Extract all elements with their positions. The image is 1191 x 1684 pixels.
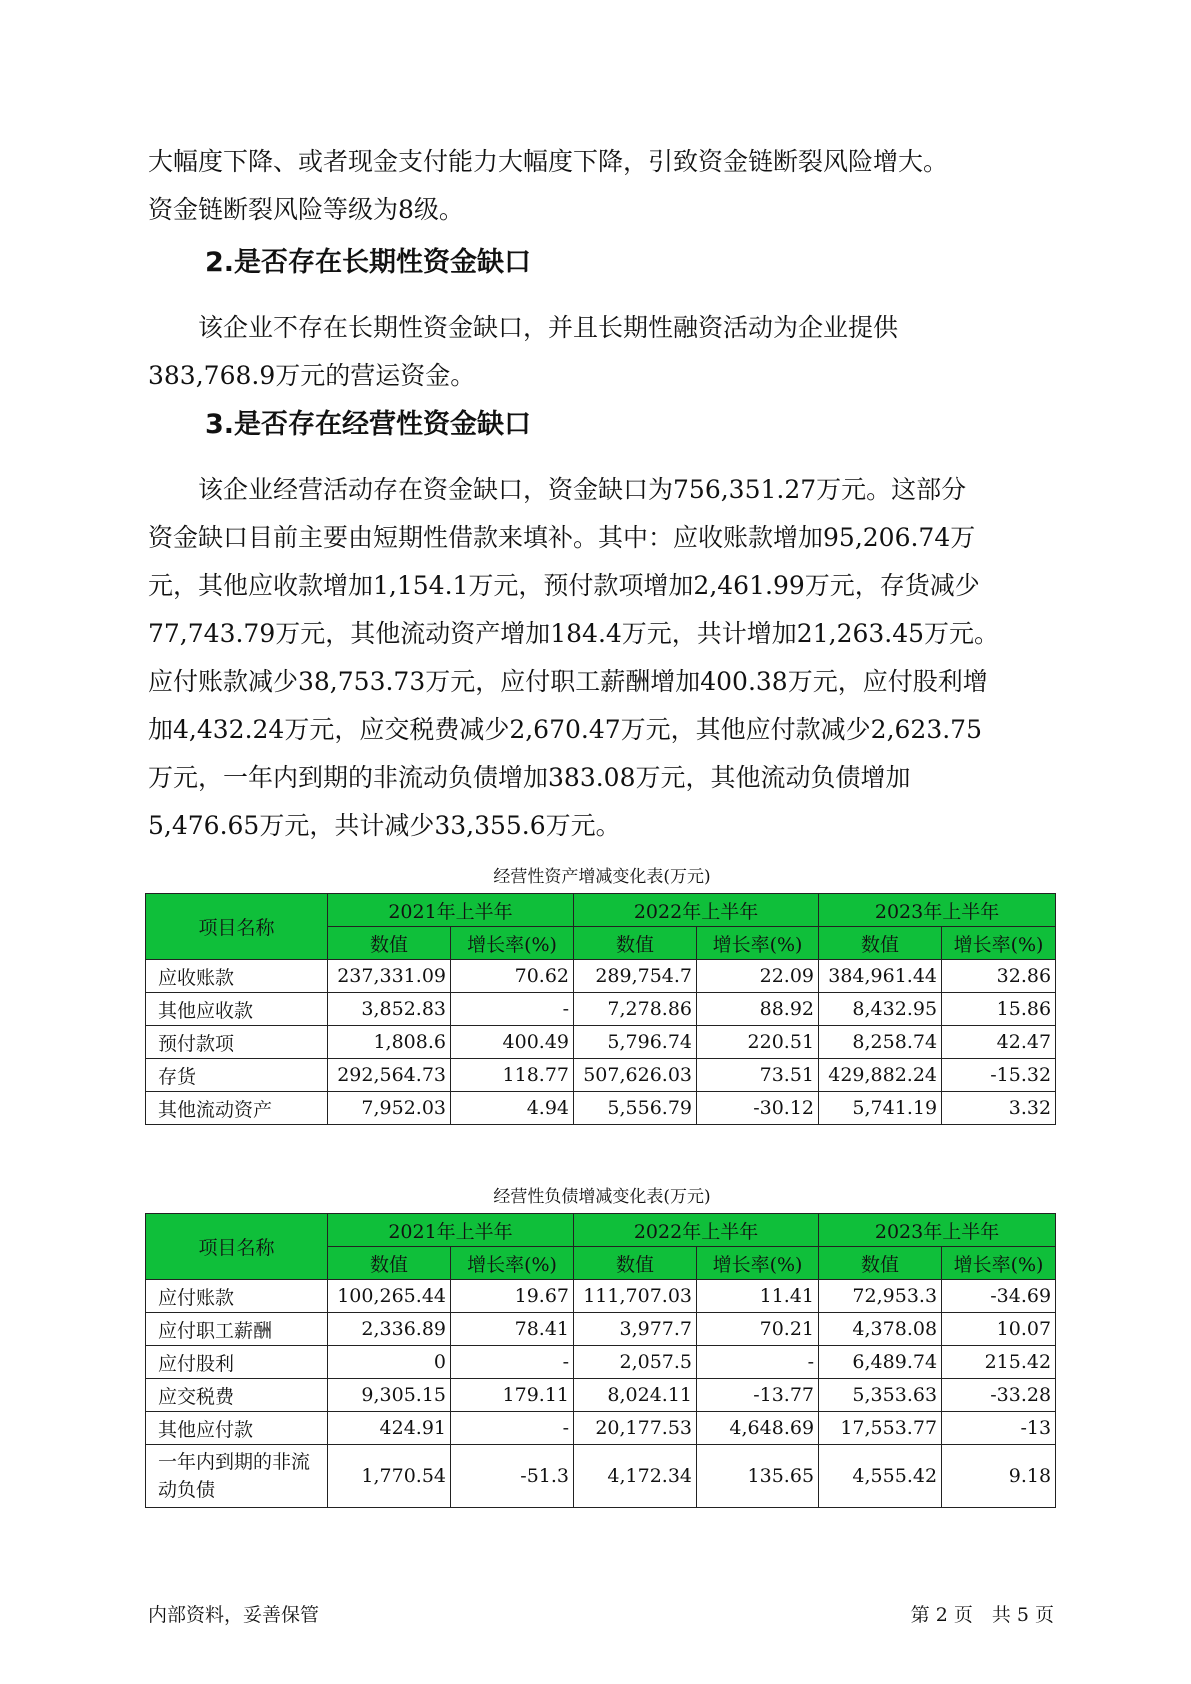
table-row bbox=[146, 1313, 1056, 1346]
header-rate: 增长率(%) bbox=[697, 927, 819, 960]
row-item-name: 存货 bbox=[146, 1059, 328, 1092]
row-item-name: 应付职工薪酬 bbox=[146, 1313, 328, 1346]
growth-rate-cell: 15.86 bbox=[942, 993, 1056, 1026]
value-cell: 1,770.54 bbox=[328, 1445, 451, 1508]
value-cell: 0 bbox=[328, 1346, 451, 1379]
text-line: 383,768.9万元的营运资金。 bbox=[148, 361, 476, 390]
header-value: 数值 bbox=[328, 927, 451, 960]
value-cell: 289,754.7 bbox=[574, 960, 697, 993]
row-item-name: 应交税费 bbox=[146, 1379, 328, 1412]
growth-rate-cell: 11.41 bbox=[697, 1280, 819, 1313]
growth-rate-cell: - bbox=[451, 1346, 574, 1379]
growth-rate-cell: 4,648.69 bbox=[697, 1412, 819, 1445]
header-period: 2021年上半年 bbox=[328, 1214, 574, 1247]
growth-rate-cell: -34.69 bbox=[942, 1280, 1056, 1313]
text-line: 77,743.79万元，其他流动资产增加184.4万元，共计增加21,263.45万元。 bbox=[148, 619, 1000, 648]
table-row bbox=[146, 1346, 1056, 1379]
header-period: 2022年上半年 bbox=[574, 1214, 819, 1247]
value-cell: 2,336.89 bbox=[328, 1313, 451, 1346]
table-row bbox=[146, 1092, 1056, 1125]
value-cell: 8,024.11 bbox=[574, 1379, 697, 1412]
header-item-name: 项目名称 bbox=[146, 894, 328, 960]
text-line: 应付账款减少38,753.73万元，应付职工薪酬增加400.38万元，应付股利增 bbox=[148, 667, 988, 696]
value-cell: 4,555.42 bbox=[819, 1445, 942, 1508]
value-cell: 9,305.15 bbox=[328, 1379, 451, 1412]
growth-rate-cell: - bbox=[697, 1346, 819, 1379]
growth-rate-cell: 118.77 bbox=[451, 1059, 574, 1092]
section-heading-long-term-gap: 2.是否存在长期性资金缺口 bbox=[205, 247, 532, 278]
row-item-name: 其他应付款 bbox=[146, 1412, 328, 1445]
growth-rate-cell: -33.28 bbox=[942, 1379, 1056, 1412]
growth-rate-cell: -13.77 bbox=[697, 1379, 819, 1412]
growth-rate-cell: 73.51 bbox=[697, 1059, 819, 1092]
value-cell: 6,489.74 bbox=[819, 1346, 942, 1379]
header-rate: 增长率(%) bbox=[697, 1247, 819, 1280]
header-period: 2023年上半年 bbox=[819, 894, 1056, 927]
table-row bbox=[146, 1412, 1056, 1445]
growth-rate-cell: 88.92 bbox=[697, 993, 819, 1026]
table-row bbox=[146, 1379, 1056, 1412]
header-rate: 增长率(%) bbox=[451, 927, 574, 960]
table-caption-assets: 经营性资产增减变化表(万元) bbox=[493, 867, 711, 887]
table-body bbox=[146, 960, 1056, 1125]
operating-assets-table bbox=[145, 893, 1056, 1125]
growth-rate-cell: -13 bbox=[942, 1412, 1056, 1445]
growth-rate-cell: 215.42 bbox=[942, 1346, 1056, 1379]
growth-rate-cell: 78.41 bbox=[451, 1313, 574, 1346]
paragraph-long-term-gap bbox=[148, 304, 1048, 400]
value-cell: 17,553.77 bbox=[819, 1412, 942, 1445]
growth-rate-cell: 135.65 bbox=[697, 1445, 819, 1508]
value-cell: 1,808.6 bbox=[328, 1026, 451, 1059]
growth-rate-cell: 3.32 bbox=[942, 1092, 1056, 1125]
text-line: 该企业经营活动存在资金缺口，资金缺口为756,351.27万元。这部分 bbox=[148, 475, 967, 504]
header-value: 数值 bbox=[574, 1247, 697, 1280]
header-rate: 增长率(%) bbox=[451, 1247, 574, 1280]
value-cell: 384,961.44 bbox=[819, 960, 942, 993]
text-line: 万元，一年内到期的非流动负债增加383.08万元，其他流动负债增加 bbox=[148, 763, 911, 792]
value-cell: 111,707.03 bbox=[574, 1280, 697, 1313]
growth-rate-cell: - bbox=[451, 1412, 574, 1445]
row-item-name-line: 一年内到期的非流 bbox=[158, 1451, 311, 1473]
value-cell: 3,977.7 bbox=[574, 1313, 697, 1346]
value-cell: 4,172.34 bbox=[574, 1445, 697, 1508]
table-row bbox=[146, 1026, 1056, 1059]
header-value: 数值 bbox=[574, 927, 697, 960]
text-line: 大幅度下降、或者现金支付能力大幅度下降，引致资金链断裂风险增大。 bbox=[148, 147, 949, 176]
footer-confidential-note: 内部资料，妥善保管 bbox=[148, 1604, 320, 1626]
value-cell: 72,953.3 bbox=[819, 1280, 942, 1313]
table-row bbox=[146, 993, 1056, 1026]
growth-rate-cell: -30.12 bbox=[697, 1092, 819, 1125]
row-item-name: 预付款项 bbox=[146, 1026, 328, 1059]
value-cell: 7,278.86 bbox=[574, 993, 697, 1026]
header-item-name: 项目名称 bbox=[146, 1214, 328, 1280]
text-line: 该企业不存在长期性资金缺口，并且长期性融资活动为企业提供 bbox=[148, 313, 899, 342]
operating-liabilities-table bbox=[145, 1213, 1056, 1508]
row-item-name: 其他应收款 bbox=[146, 993, 328, 1026]
growth-rate-cell: -51.3 bbox=[451, 1445, 574, 1508]
table-body bbox=[146, 1280, 1056, 1508]
growth-rate-cell: -15.32 bbox=[942, 1059, 1056, 1092]
value-cell: 292,564.73 bbox=[328, 1059, 451, 1092]
growth-rate-cell: 70.21 bbox=[697, 1313, 819, 1346]
growth-rate-cell: 70.62 bbox=[451, 960, 574, 993]
header-period: 2022年上半年 bbox=[574, 894, 819, 927]
value-cell: 7,952.03 bbox=[328, 1092, 451, 1125]
table-row bbox=[146, 1445, 1056, 1508]
value-cell: 237,331.09 bbox=[328, 960, 451, 993]
header-period: 2023年上半年 bbox=[819, 1214, 1056, 1247]
growth-rate-cell: 400.49 bbox=[451, 1026, 574, 1059]
row-item-name: 其他流动资产 bbox=[146, 1092, 328, 1125]
table-row bbox=[146, 1059, 1056, 1092]
growth-rate-cell: 4.94 bbox=[451, 1092, 574, 1125]
growth-rate-cell: 10.07 bbox=[942, 1313, 1056, 1346]
value-cell: 5,796.74 bbox=[574, 1026, 697, 1059]
text-line: 元，其他应收款增加1,154.1万元，预付款项增加2,461.99万元，存货减少 bbox=[148, 571, 980, 600]
value-cell: 424.91 bbox=[328, 1412, 451, 1445]
text-line: 加4,432.24万元，应交税费减少2,670.47万元，其他应付款减少2,623.75 bbox=[148, 715, 982, 744]
footer-page-number: 第 2 页 共 5 页 bbox=[910, 1604, 1054, 1626]
section-heading-operating-gap: 3.是否存在经营性资金缺口 bbox=[205, 409, 532, 440]
text-line: 资金链断裂风险等级为8级。 bbox=[148, 195, 464, 224]
text-line: 资金缺口目前主要由短期性借款来填补。其中：应收账款增加95,206.74万 bbox=[148, 523, 976, 552]
row-item-name: 应付账款 bbox=[146, 1280, 328, 1313]
header-value: 数值 bbox=[819, 927, 942, 960]
value-cell: 4,378.08 bbox=[819, 1313, 942, 1346]
value-cell: 100,265.44 bbox=[328, 1280, 451, 1313]
text-line: 5,476.65万元，共计减少33,355.6万元。 bbox=[148, 811, 621, 840]
value-cell: 8,432.95 bbox=[819, 993, 942, 1026]
paragraph-risk-level bbox=[148, 138, 1048, 234]
row-item-name: 应收账款 bbox=[146, 960, 328, 993]
growth-rate-cell: 220.51 bbox=[697, 1026, 819, 1059]
value-cell: 429,882.24 bbox=[819, 1059, 942, 1092]
value-cell: 5,353.63 bbox=[819, 1379, 942, 1412]
growth-rate-cell: 42.47 bbox=[942, 1026, 1056, 1059]
table-row bbox=[146, 1280, 1056, 1313]
growth-rate-cell: 179.11 bbox=[451, 1379, 574, 1412]
header-period: 2021年上半年 bbox=[328, 894, 574, 927]
table-caption-liabilities: 经营性负债增减变化表(万元) bbox=[493, 1187, 711, 1207]
growth-rate-cell: 19.67 bbox=[451, 1280, 574, 1313]
growth-rate-cell: 9.18 bbox=[942, 1445, 1056, 1508]
value-cell: 2,057.5 bbox=[574, 1346, 697, 1379]
row-item-name bbox=[146, 1445, 328, 1508]
growth-rate-cell: 22.09 bbox=[697, 960, 819, 993]
value-cell: 5,741.19 bbox=[819, 1092, 942, 1125]
value-cell: 507,626.03 bbox=[574, 1059, 697, 1092]
header-rate: 增长率(%) bbox=[942, 1247, 1056, 1280]
row-item-name-line: 动负债 bbox=[158, 1479, 216, 1501]
header-rate: 增长率(%) bbox=[942, 927, 1056, 960]
row-item-name: 应付股利 bbox=[146, 1346, 328, 1379]
value-cell: 3,852.83 bbox=[328, 993, 451, 1026]
header-value: 数值 bbox=[819, 1247, 942, 1280]
value-cell: 5,556.79 bbox=[574, 1092, 697, 1125]
header-value: 数值 bbox=[328, 1247, 451, 1280]
growth-rate-cell: 32.86 bbox=[942, 960, 1056, 993]
value-cell: 8,258.74 bbox=[819, 1026, 942, 1059]
growth-rate-cell: - bbox=[451, 993, 574, 1026]
paragraph-operating-gap bbox=[148, 466, 1048, 850]
table-row bbox=[146, 960, 1056, 993]
value-cell: 20,177.53 bbox=[574, 1412, 697, 1445]
